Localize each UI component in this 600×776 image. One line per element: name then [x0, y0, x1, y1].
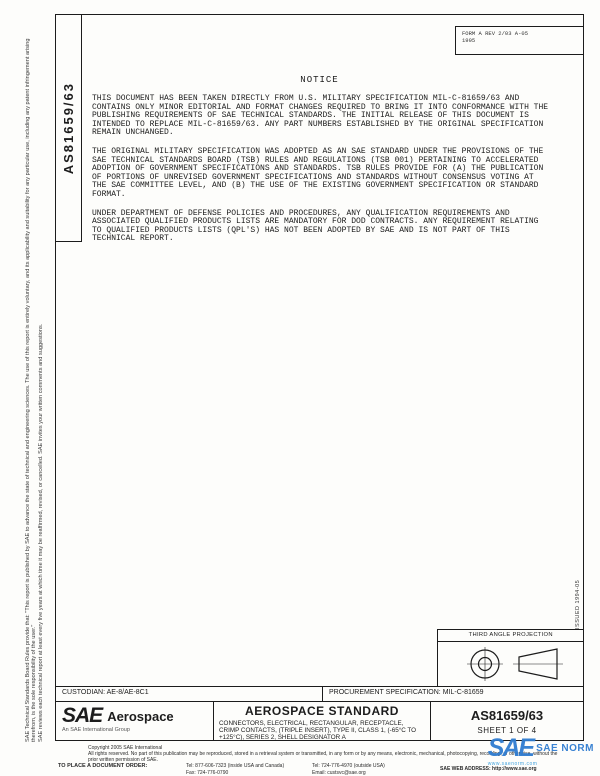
fax-number: Fax: 724-776-0790	[186, 770, 229, 776]
procurement-spec-cell: PROCUREMENT SPECIFICATION: MIL-C-81659	[322, 687, 583, 701]
sae-logo-block	[56, 702, 214, 741]
left-margin-legal-outer: SAE Technical Standards Board Rules provide that: "This report is published by SAE to advance the state of technical and engineering sciences. The use of this report is entirely voluntary, and its applicability and suitability for any particular use, including any patent infringement arising therefrom, is the sole responsibility of the user."	[25, 38, 37, 742]
watermark-sae-logo: SAE	[487, 734, 534, 762]
sae-logo-tagline: An SAE International Group	[62, 727, 130, 733]
tel-inside-usa: Tel: 877-606-7323 (inside USA and Canada)	[186, 763, 285, 769]
watermark-label: SAE NORM	[536, 742, 594, 754]
custodian-row	[56, 686, 583, 701]
doc-number-vertical: AS81659/63	[61, 81, 76, 175]
third-angle-projection-label: THIRD ANGLE PROJECTION	[438, 630, 584, 642]
rights-statement: All rights reserved. No part of this publication may be reproduced, stored in a retrieval system or transmitted, in any form or by any means, electronic, mechanical, photocopying, recording, or otherwise, without the prior written permission of SAE.	[88, 751, 558, 763]
notice-body	[92, 95, 550, 254]
sae-norm-watermark	[488, 736, 594, 767]
notice-paragraph-3: UNDER DEPARTMENT OF DEFENSE POLICIES AND PROCEDURES, ANY QUALIFICATION REQUIREMENTS AND ASSOCIATED QUALIFIED PRODUCTS LISTS ARE MANDATORY FOR DOD CONTRACTS. ANY REQUIREMENT RELATING TO QUALIFIED PRODUCTS LISTS (QPL'S) HAS NOT BEEN ADOPTED BY SAE AND IS NOT PART OF THIS TECHNICAL REPORT.	[92, 208, 539, 244]
standard-title-cell	[214, 702, 431, 741]
notice-paragraph-1: THIS DOCUMENT HAS BEEN TAKEN DIRECTLY FROM U.S. MILITARY SPECIFICATION MIL-C-81659/63 AND CONTAINS ONLY MINOR EDITORIAL AND FORMAT CHANGES REQUIRED TO BRING IT INTO CONFORMANCE WITH THE PUBLISHING REQUIREMENTS OF SAE TECHNICAL STANDARDS. THE INITIAL RELEASE OF THIS DOCUMENT IS INTENDED TO REPLACE MIL-C-81659/63. ANY PART NUMBERS ESTABLISHED BY THE ORIGINAL SPECIFICATION REMAIN UNCHANGED.	[92, 94, 549, 138]
custodian-cell: CUSTODIAN: AE-8/AE-8C1	[62, 689, 149, 696]
aerospace-logo-text: Aerospace	[107, 709, 174, 724]
third-angle-projection-box	[437, 629, 584, 686]
standard-description: CONNECTORS, ELECTRICAL, RECTANGULAR, RECEPTACLE, CRIMP CONTACTS, (TRIPLE INSERT), TYPE II, CLASS 1, (-65°C TO +125°C), SERIES 2, SHELL DESIGNATOR A	[219, 720, 417, 741]
projection-symbol-icon	[455, 645, 567, 683]
third-angle-projection-symbol	[438, 642, 584, 686]
doc-number: AS81659/63	[470, 707, 544, 723]
order-label: TO PLACE A DOCUMENT ORDER:	[58, 763, 148, 769]
watermark-url: www.saenorm.com	[487, 761, 538, 767]
notice-heading: NOTICE	[300, 75, 339, 85]
stamp-line-2: 1995	[462, 37, 476, 44]
sheet-number: SHEET 1 OF 4	[477, 725, 537, 735]
notice-paragraph-2: THE ORIGINAL MILITARY SPECIFICATION WAS ADOPTED AS AN SAE STANDARD UNDER THE PROVISIONS OF THE SAE TECHNICAL STANDARDS BOARD (TSB) RULES AND REGULATIONS (TSB 001) PERTAINING TO ACCELERATED ADOPTION OF GOVERNMENT SPECIFICATIONS AND STANDARDS. TSB RULES PROVIDE FOR (A) THE PUBLICATION OF PORTIONS OF UNREVISED GOVERNMENT SPECIFICATIONS AND STANDARDS WITHOUT CONSENSUS VOTING AT THE SAE COMMITTEE LEVEL, AND (B) THE USE OF THE EXISTING GOVERNMENT SPECIFICATION OR STANDARD FORMAT.	[92, 146, 544, 199]
revision-stamp-box	[455, 26, 583, 55]
issued-date-vertical: ISSUED 1994-05	[575, 579, 581, 629]
tel-outside-usa: Tel: 724-776-4970 (outside USA)	[312, 763, 385, 769]
sae-logo: SAE	[62, 704, 103, 727]
standard-type-heading: AEROSPACE STANDARD	[245, 704, 399, 718]
document-frame	[55, 14, 584, 741]
sae-web-address: SAE WEB ADDRESS: http://www.sae.org	[440, 766, 537, 772]
stamp-line-1: FORM A REV 2/03 A-05	[462, 30, 529, 37]
left-margin-legal-inner: SAE reviews each technical report at least every five years at which time it may be reaffirmed, revised, or cancelled. SAE invites your written comments and suggestions.	[38, 323, 44, 742]
copyright-line: Copyright 2005 SAE International	[88, 745, 163, 751]
email-address: Email: custsvc@sae.org	[312, 770, 366, 776]
doc-number-sidebar	[56, 15, 82, 242]
